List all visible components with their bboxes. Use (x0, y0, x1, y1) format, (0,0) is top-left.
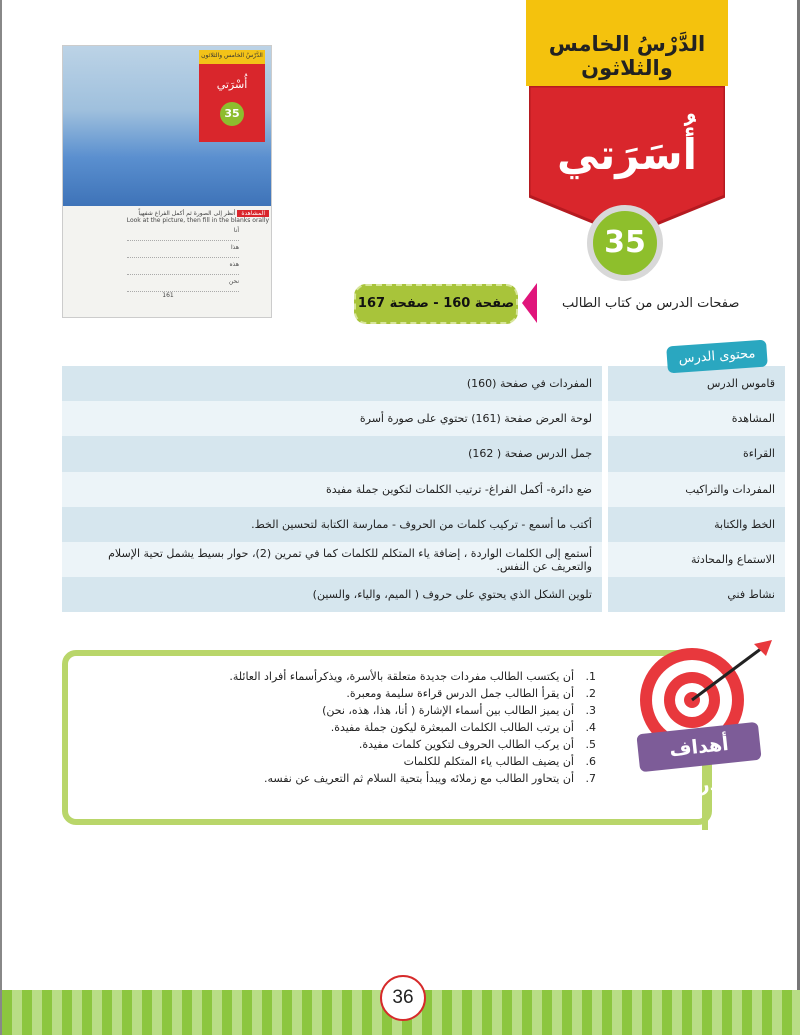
lesson-content-table (62, 366, 785, 612)
goal-item (88, 753, 596, 770)
table-row (62, 401, 785, 436)
goal-number: 7. (585, 772, 596, 785)
pointer-arrow-icon (522, 283, 537, 323)
row-topic: الخط والكتابة (602, 507, 785, 542)
thumb-item: هذا (127, 244, 239, 258)
goal-text: أن يقرأ الطالب جمل الدرس قراءة سليمة ومعبرة. (346, 687, 574, 700)
goal-item (88, 736, 596, 753)
goal-number: 4. (585, 721, 596, 734)
thumb-header: الدَّرْسُ الخامس والثلاثون (201, 52, 263, 59)
lesson-label-banner (526, 0, 728, 86)
goal-item (88, 702, 596, 719)
student-pages-range: صفحة 160 - صفحة 167 (354, 284, 518, 324)
table-row (62, 436, 785, 471)
student-book-thumbnail (62, 45, 272, 318)
row-description: جمل الدرس صفحة ( 162) (62, 436, 602, 471)
goal-item (88, 719, 596, 736)
goal-item (88, 685, 596, 702)
thumb-instruction-en: Look at the picture, then fill in the blanks orally (126, 217, 269, 224)
row-topic: نشاط فني (602, 577, 785, 612)
row-description: تلوين الشكل الذي يحتوي على حروف ( الميم، والياء، والسين) (62, 577, 602, 612)
thumb-page: 161 (162, 292, 174, 299)
student-pages-label: صفحات الدرس من كتاب الطالب (562, 296, 740, 311)
table-row (62, 577, 785, 612)
thumb-item: هذه (127, 261, 239, 275)
goal-text: أن يضيف الطالب ياء المتكلم للكلمات (403, 755, 574, 768)
goal-text: أن يرتب الطالب الكلمات المبعثرة ليكون جملة مفيدة. (330, 721, 574, 734)
goal-text: أن يركب الطالب الحروف لتكوين كلمات مفيدة. (358, 738, 574, 751)
goal-text: أن يكتسب الطالب مفردات جديدة متعلقة بالأسرة، ويذكرأسماء أفراد العائلة. (229, 670, 574, 683)
goal-text: أن يتحاور الطالب مع زملائه ويبدأ بتحية السلام ثم التعريف عن نفسه. (264, 772, 574, 785)
thumb-section: المشاهدة (237, 210, 269, 217)
goal-number: 6. (585, 755, 596, 768)
row-topic: قاموس الدرس (602, 366, 785, 401)
table-row (62, 507, 785, 542)
lesson-title: أُسَرَتي (556, 130, 698, 179)
goals-box (62, 650, 712, 825)
table-row (62, 472, 785, 507)
thumb-exercise (63, 206, 272, 318)
row-topic: الاستماع والمحادثة (602, 542, 785, 577)
goal-number: 5. (585, 738, 596, 751)
goal-number: 2. (585, 687, 596, 700)
goal-number: 1. (585, 670, 596, 683)
thumb-lesson-badge (199, 50, 265, 142)
goal-item (88, 668, 596, 685)
goal-number: 3. (585, 704, 596, 717)
thumb-item: أنا (127, 227, 239, 241)
lesson-label: الدَّرْسُ الخامس والثلاثون (548, 32, 706, 80)
row-description: أكتب ما أسمع - تركيب كلمات من الحروف - ممارسة الكتابة لتحسين الخط. (62, 507, 602, 542)
goal-item (88, 770, 596, 787)
thumb-instruction: أنظر إلى الصورة ثم أكمل الفراغ شفهياً (138, 210, 236, 217)
thumb-item: نحن (127, 278, 239, 292)
row-description: ضع دائرة- أكمل الفراغ- ترتيب الكلمات لتكوين جملة مفيدة (62, 472, 602, 507)
thumb-number: 35 (220, 102, 244, 126)
goals-label: أهداف الدرس (636, 722, 761, 773)
goal-text: أن يميز الطالب بين أسماء الإشارة ( أنا، هذا، هذه، نحن) (322, 704, 574, 717)
row-topic: المفردات والتراكيب (602, 472, 785, 507)
table-row (62, 542, 785, 577)
content-label: محتوى الدرس (666, 340, 768, 374)
row-topic: المشاهدة (602, 401, 785, 436)
row-description: أستمع إلى الكلمات الواردة ، إضافة ياء المتكلم للكلمات كما في تمرين (2)، حوار بسيط يشمل تحية الإسلام والتعريف عن النفس. (62, 542, 602, 577)
row-description: المفردات في صفحة (160) (62, 366, 602, 401)
row-topic: القراءة (602, 436, 785, 471)
lesson-number: 35 (587, 205, 663, 281)
thumb-title: أُسْرَتي (216, 78, 248, 91)
page-number: 36 (380, 975, 426, 1021)
row-description: لوحة العرض صفحة (161) تحتوي على صورة أسرة (62, 401, 602, 436)
